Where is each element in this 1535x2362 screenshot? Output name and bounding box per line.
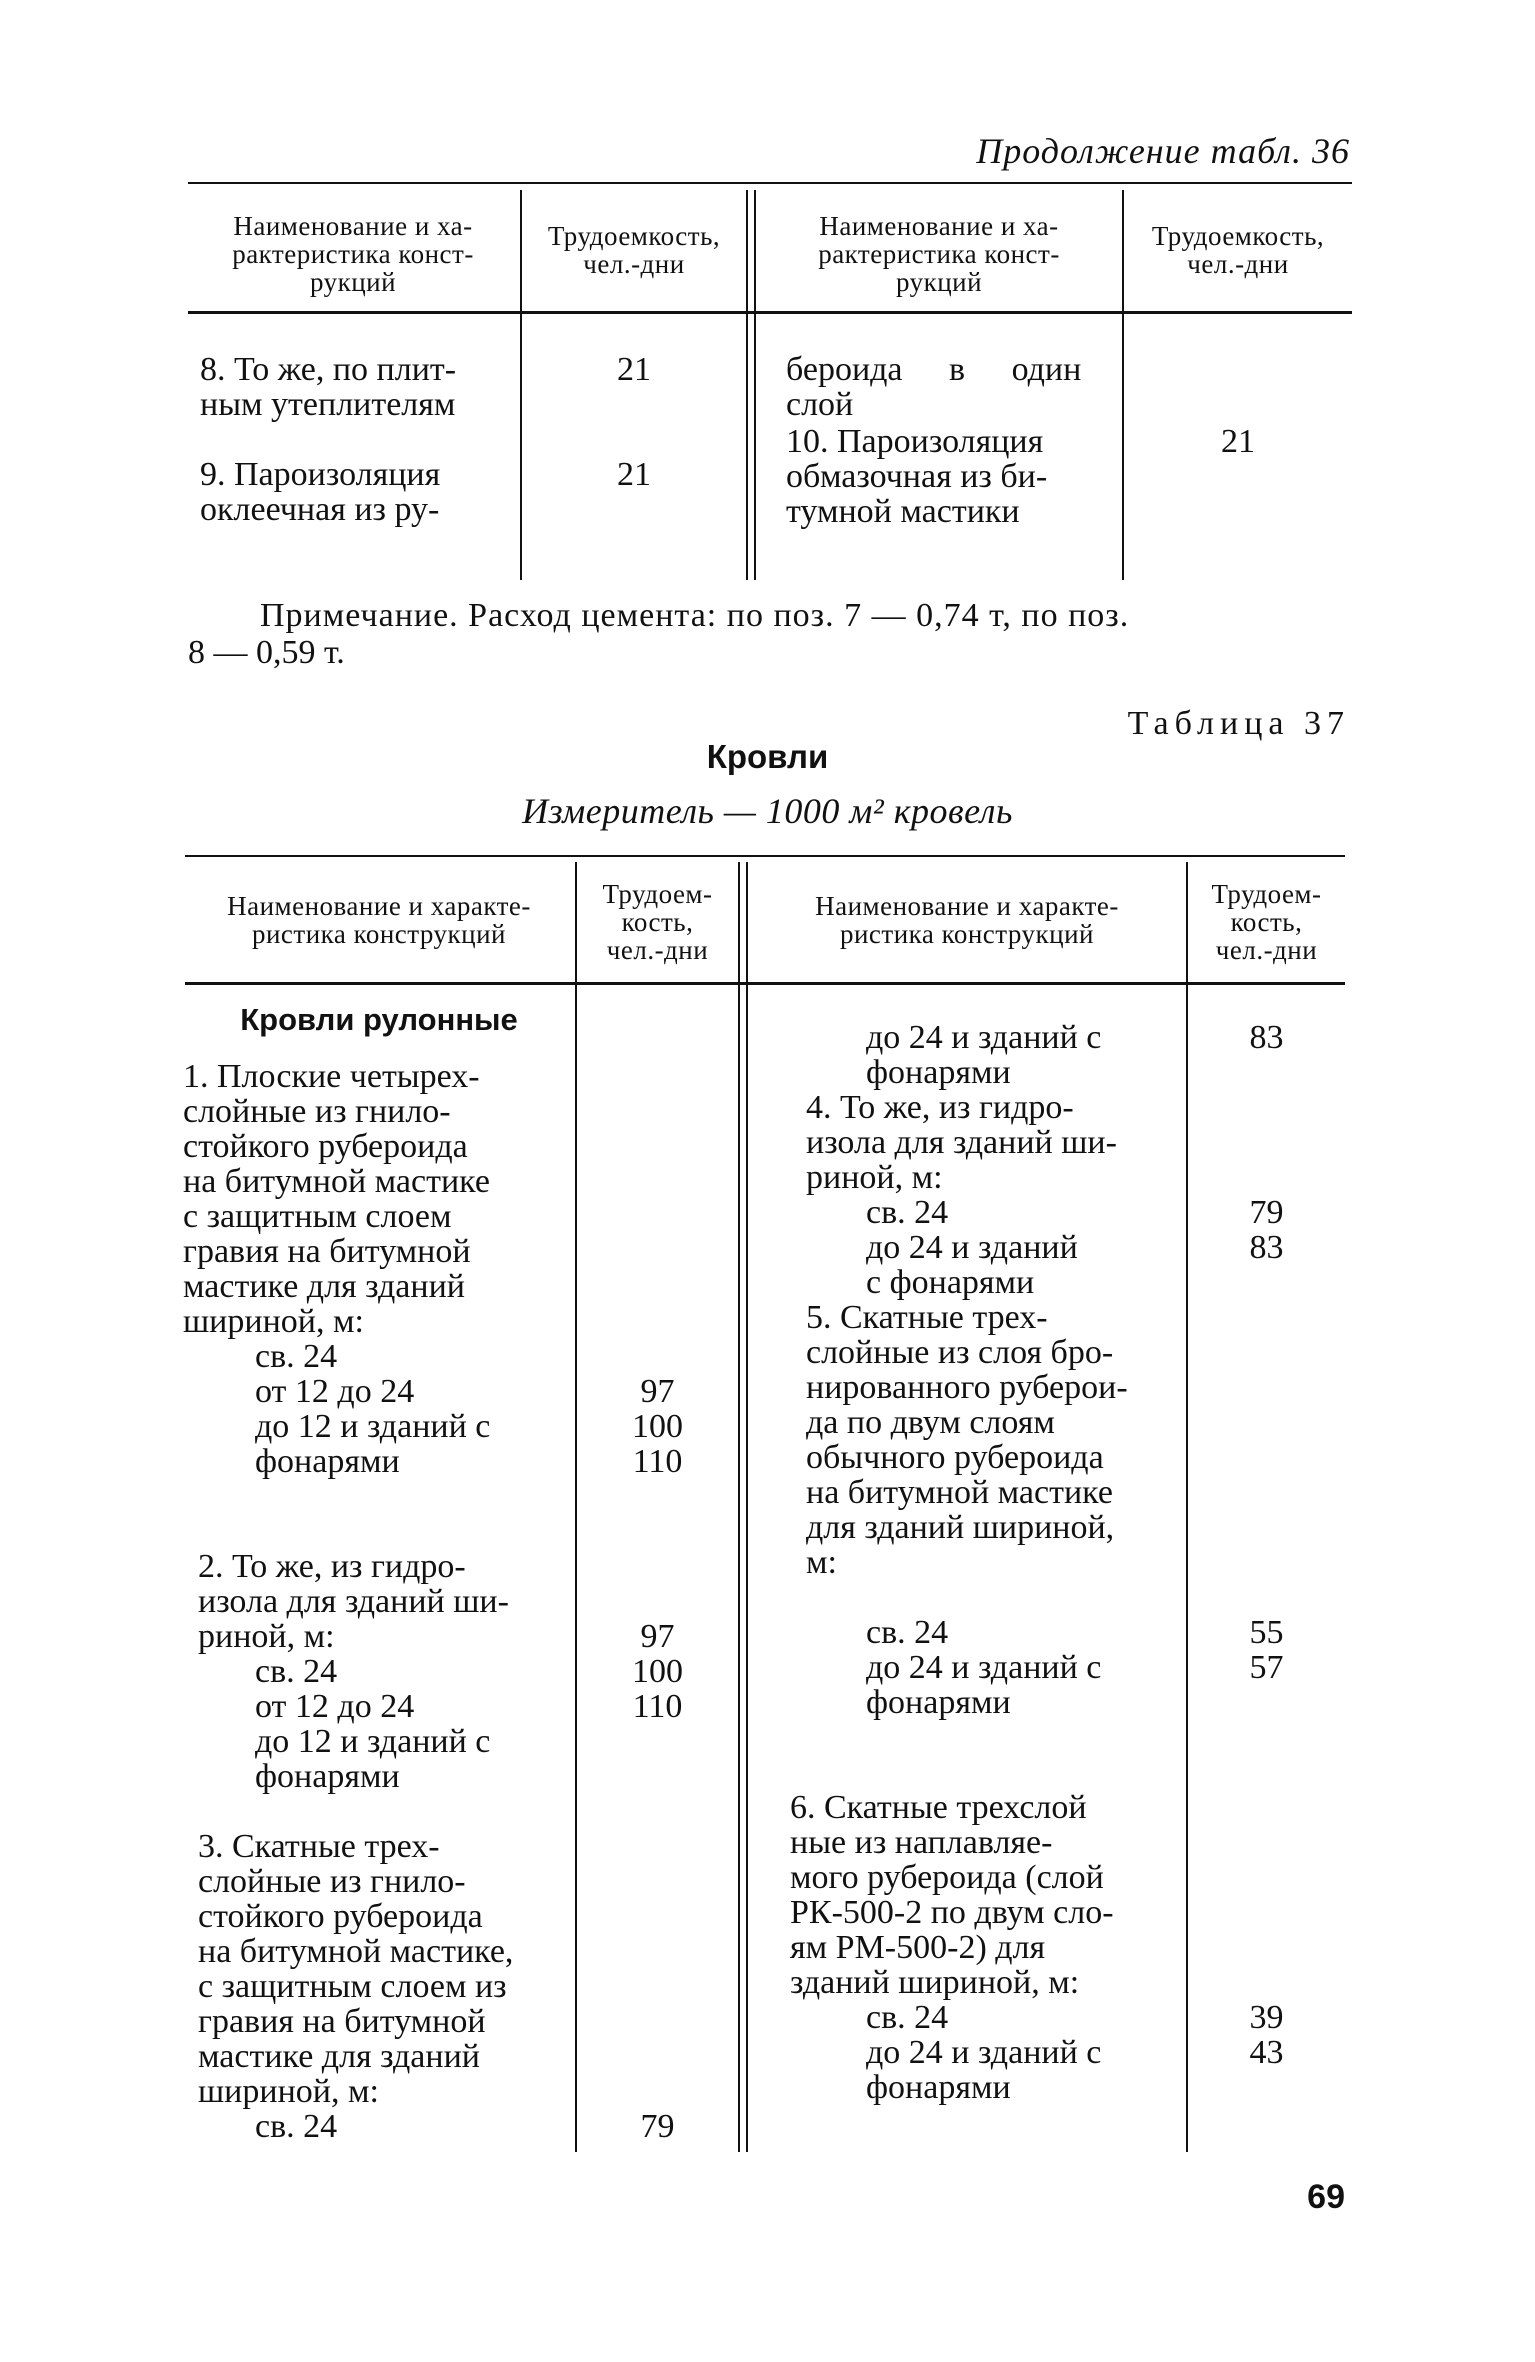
table-title: Кровли xyxy=(706,738,829,775)
table-cell-value: 43 xyxy=(1249,2034,1284,2071)
list-item: св. 24 xyxy=(866,1614,949,1651)
table-cell-value: 83 xyxy=(1249,1229,1284,1266)
table-cell-value: 100 xyxy=(632,1408,683,1445)
list-item: до 24 и зданий с фонарями xyxy=(866,1019,1102,1091)
list-item: 4. То же, из гидро- изола для зданий ши- риной, м: xyxy=(806,1089,1117,1196)
table-cell-value: 55 xyxy=(1249,1614,1284,1651)
header-name-left: Наименование и ха- рактеристика конст- рукций xyxy=(232,211,474,297)
list-item: до 24 и зданий с фонарями xyxy=(866,1649,1102,1721)
table-row: бероида в один слой xyxy=(786,351,1082,423)
list-item: до 12 и зданий с xyxy=(255,1723,491,1760)
header-name-left: Наименование и характе- ристика конструкций xyxy=(227,891,531,949)
list-item: 1. Плоские четырех- слойные из гнило- стойкого рубероида на битумной мастике с защитным слоем гравия на битумной мастике для зданий шириной, м: xyxy=(183,1058,490,1340)
list-item: фонарями xyxy=(255,1758,400,1795)
table-cell-value: 97 xyxy=(640,1373,675,1410)
list-item: 5. Скатные трех- слойные из слоя бро- нированного руберои- да по двум слоям обычного рубероида на битумной мастике для зданий шириной, м: xyxy=(806,1299,1128,1581)
header-labor-left: Трудоемкость, чел.-дни xyxy=(547,221,721,279)
table-cell-value: 100 xyxy=(632,1653,683,1690)
header-labor-right: Трудоемкость, чел.-дни xyxy=(1151,221,1325,279)
list-item: до 24 и зданий с фонарями xyxy=(866,2034,1102,2106)
table-cell-value: 79 xyxy=(1249,1194,1284,1231)
table-label: Таблица 37 xyxy=(1127,705,1350,742)
header-name-right: Наименование и характе- ристика конструкций xyxy=(815,891,1119,949)
table-cell-value: 21 xyxy=(617,456,651,493)
table-cell-value: 57 xyxy=(1249,1649,1284,1686)
list-item: от 12 до 24 xyxy=(255,1688,415,1725)
section-title: Кровли рулонные xyxy=(240,1002,518,1037)
list-item: св. 24 xyxy=(255,1338,338,1375)
list-item: от 12 до 24 xyxy=(255,1373,415,1410)
table-cell-value: 21 xyxy=(1221,423,1255,460)
table-note-continued: 8 — 0,59 т. xyxy=(188,634,345,671)
list-item: 2. То же, из гидро- изола для зданий ши- риной, м: xyxy=(198,1548,509,1655)
continuation-label: Продолжение табл. 36 xyxy=(976,131,1350,171)
table-cell-value: 110 xyxy=(632,1688,683,1725)
list-item: до 24 и зданий с фонарями xyxy=(866,1229,1078,1301)
list-item: 3. Скатные трех- слойные из гнило- стойкого рубероида на битумной мастике, с защитным слоем из гравия на битумной мастике для зданий шириной, м: xyxy=(198,1828,514,2110)
table-note: Примечание. Расход цемента: по поз. 7 — 0,74 т, по поз. xyxy=(260,597,1130,634)
list-item: до 12 и зданий с xyxy=(255,1408,491,1445)
table-cell-value: 39 xyxy=(1249,1999,1284,2036)
table-row: 9. Пароизоляция оклеечная из ру- xyxy=(200,456,441,528)
list-item: св. 24 xyxy=(866,1194,949,1231)
table-cell-value: 97 xyxy=(640,1618,675,1655)
table-row: 10. Пароизоляция обмазочная из би- тумной мастики xyxy=(786,423,1048,530)
header-labor-left: Трудоем- кость, чел.-дни xyxy=(602,879,713,965)
list-item: фонарями xyxy=(255,1443,400,1480)
page-number: 69 xyxy=(1307,2178,1345,2216)
list-item: св. 24 xyxy=(255,2108,338,2145)
header-labor-right: Трудоем- кость, чел.-дни xyxy=(1211,879,1322,965)
table-cell-value: 110 xyxy=(632,1443,683,1480)
table-cell-value: 21 xyxy=(617,351,651,388)
table-cell-value: 79 xyxy=(640,2108,675,2145)
list-item: св. 24 xyxy=(866,1999,949,2036)
table-subtitle: Измеритель — 1000 м² кровель xyxy=(522,791,1013,831)
table-cell-value: 83 xyxy=(1249,1019,1284,1056)
header-name-right: Наименование и ха- рактеристика конст- рукций xyxy=(818,211,1060,297)
list-item: св. 24 xyxy=(255,1653,338,1690)
list-item: 6. Скатные трехслой ные из наплавляе- мого рубероида (слой РК-500-2 по двум сло- ям РМ-500-2) для зданий шириной, м: xyxy=(790,1789,1114,2001)
table-row: 8. То же, по плит- ным утеплителям xyxy=(200,351,457,423)
